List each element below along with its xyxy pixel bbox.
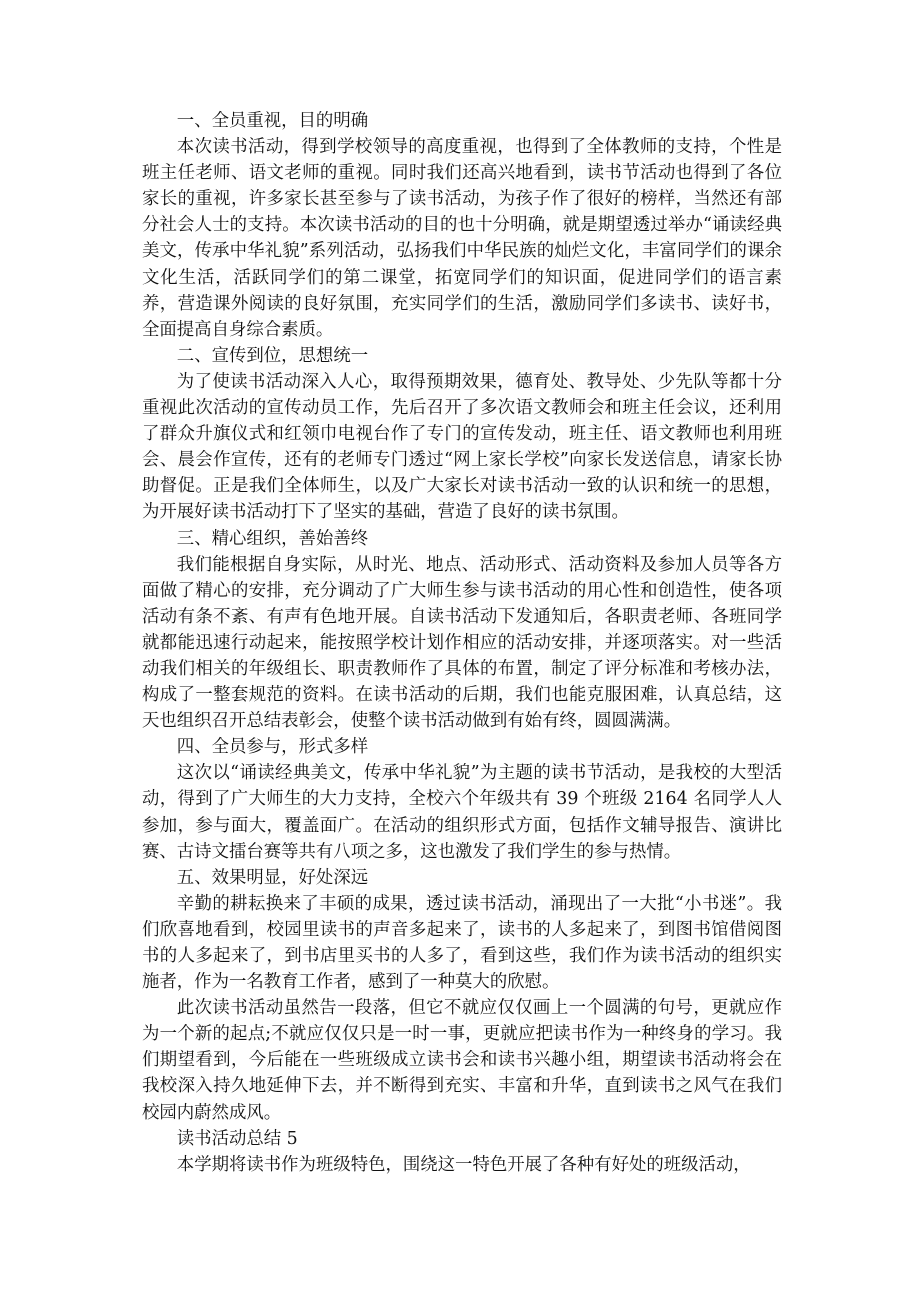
paragraph-5: 辛勤的耕耘换来了丰硕的成果，透过读书活动，涌现出了一大批“小书迷”。我们欣喜地看到，校园里读书的声音多起来了，读书的人多起来了，到图书馆借阅图书的人多起来了，到书店里买书的人多了，看到这些，我们作为读书活动的组织实施者，作为一名教育工作者，感到了一种莫大的欣慰。: [142, 893, 782, 993]
summary-title: 读书活动总结 5: [176, 1128, 298, 1149]
paragraph-4: 这次以“诵读经典美文，传承中华礼貌”为主题的读书节活动，是我校的大型活动，得到了广大师生的大力支持，全校六个年级共有 39 个班级 2164 名同学人人参加，参与面大，覆盖面广。在活动的组织形式方面，包括作文辅导报告、演讲比赛、古诗文擂台赛等共有八项之多，这也激发了我们学生的参与热情。: [142, 763, 782, 862]
document-body: [142, 108, 782, 1178]
section-heading-2: 二、宣传到位，思想统一: [176, 345, 369, 366]
paragraph-3: 我们能根据自身实际，从时光、地点、活动形式、活动资料及参加人员等各方面做了精心的安排，充分调动了广大师生参与读书活动的用心性和创造性，使各项活动有条不紊、有声有色地开展。自读书活动下发通知后，各职责老师、各班同学就都能迅速行动起来，能按照学校计划作相应的活动安排，并逐项落实。对一些活动我们相关的年级组长、职责教师作了具体的布置，制定了评分标准和考核办法，构成了一整套规范的资料。在读书活动的后期，我们也能克服困难，认真总结，这天也组织召开总结表彰会，使整个读书活动做到有始有终，圆圆满满。: [142, 554, 782, 732]
section-heading-4: 四、全员参与，形式多样: [176, 737, 369, 758]
paragraph-7: 本学期将读书作为班级特色，围绕这一特色开展了各种有好处的班级活动，: [176, 1154, 751, 1175]
paragraph-6: 此次读书活动虽然告一段落，但它不就应仅仅画上一个圆满的句号，更就应作为一个新的起点;不就应仅仅只是一时一事，更就应把读书作为一种终身的学习。我们期望看到，今后能在一些班级成立读书会和读书兴趣小组，期望读书活动将会在我校深入持久地延伸下去，并不断得到充实、丰富和升华，直到读书之风气在我们校园内蔚然成风。: [142, 998, 782, 1123]
paragraph-2: 为了使读书活动深入人心，取得预期效果，德育处、教导处、少先队等都十分重视此次活动的宣传动员工作，先后召开了多次语文教师会和班主任会议，还利用了群众升旗仪式和红领巾电视台作了专门的宣传发动，班主任、语文教师也利用班会、晨会作宣传，还有的老师专门透过“网上家长学校”向家长发送信息，请家长协助督促。正是我们全体师生，以及广大家长对读书活动一致的认识和统一的思想，为开展好读书活动打下了坚实的基础，营造了良好的读书氛围。: [142, 371, 782, 523]
section-heading-5: 五、效果明显，好处深远: [176, 867, 369, 888]
paragraph-1: 本次读书活动，得到学校领导的高度重视，也得到了全体教师的支持，个性是班主任老师、语文老师的重视。同时我们还高兴地看到，读书节活动也得到了各位家长的重视，许多家长甚至参与了读书活动，为孩子作了很好的榜样，当然还有部分社会人士的支持。本次读书活动的目的也十分明确，就是期望透过举办“诵读经典美文，传承中华礼貌”系列活动，弘扬我们中华民族的灿烂文化，丰富同学们的课余文化生活，活跃同学们的第二课堂，拓宽同学们的知识面，促进同学们的语言素养，营造课外阅读的良好氛围，充实同学们的生活，激励同学们多读书、读好书，全面提高自身综合素质。: [142, 137, 782, 340]
section-heading-3: 三、精心组织，善始善终: [176, 528, 369, 549]
section-heading-1: 一、全员重视，目的明确: [176, 111, 369, 131]
